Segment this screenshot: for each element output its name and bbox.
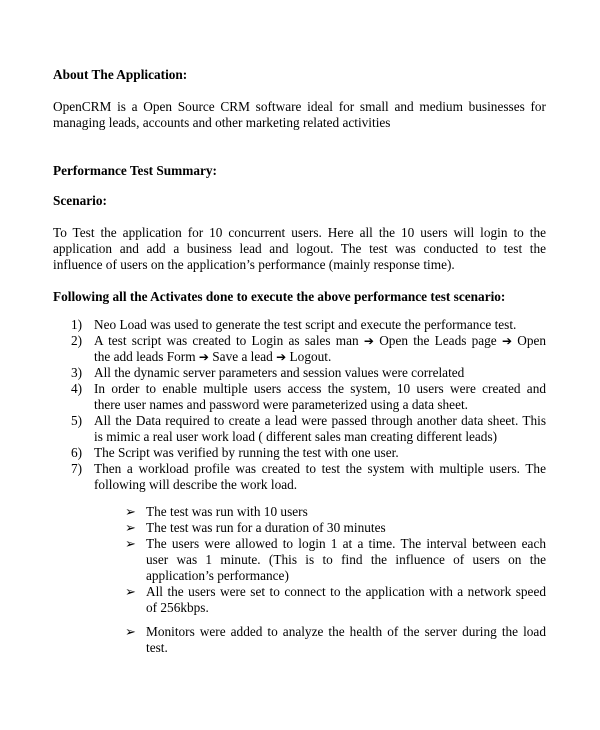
list-item [53,317,546,333]
bullet-line: user was 1 minute. (This is to find the influence of users on the [146,552,546,567]
about-paragraph [53,99,546,131]
performance-heading: Performance Test Summary: [53,163,217,178]
bullet-line: The test was run with 10 users [146,504,308,519]
step-line: All the Data required to create a lead were passed through another data sheet. This [94,413,546,428]
list-item [125,624,546,656]
step-line [94,333,546,349]
list-item [53,413,546,445]
bullet-line: test. [146,640,168,655]
about-line: OpenCRM is a Open Source CRM software ideal for small and medium businesses for [53,99,546,114]
scenario-line: To Test the application for 10 concurrent users. Here all the 10 users will login to the [53,225,546,240]
arrow-right-icon: ➔ [501,334,512,348]
step-line: Neo Load was used to generate the test script and execute the performance test. [94,317,517,332]
step-text: Save a lead [212,349,273,364]
list-item [53,365,546,381]
scenario-paragraph [53,225,546,273]
about-line: managing leads, accounts and other marketing related activities [53,115,391,130]
scenario-line: application and add a business lead and logout. The test was conducted to test the [53,241,546,256]
list-item [53,333,546,365]
bullet-line: application’s performance) [146,568,289,583]
step-number: 4) [71,381,83,396]
step-number: 2) [71,333,83,348]
step-text: the add leads Form [94,349,196,364]
step-line: following will describe the work load. [94,477,298,492]
about-heading: About The Application: [53,67,188,82]
bullet-line: The test was run for a duration of 30 minutes [146,520,386,535]
list-item [125,536,546,584]
arrow-right-icon: ➔ [276,350,287,364]
bullet-line: All the users were set to connect to the application with a network speed [146,584,546,599]
step-text: A test script was created to Login as sales man [94,333,359,348]
bullet-line: Monitors were added to analyze the health of the server during the load [146,624,546,639]
activities-list [53,317,546,493]
step-number: 7) [71,461,83,476]
arrow-bullet-icon: ➢ [125,536,136,551]
step-text: Open [517,333,547,348]
bullet-line: The users were allowed to login 1 at a time. The interval between each [146,536,546,551]
step-line: All the dynamic server parameters and session values were correlated [94,365,465,380]
step-line [94,349,546,365]
arrow-bullet-icon: ➢ [125,584,136,599]
scenario-line: influence of users on the application’s performance (mainly response time). [53,257,455,272]
step-line: there user names and password were parameterized using a data sheet. [94,397,469,412]
arrow-bullet-icon: ➢ [125,520,136,535]
arrow-bullet-icon: ➢ [125,504,136,519]
list-item [125,504,546,520]
list-item [125,520,546,536]
arrow-bullet-icon: ➢ [125,624,136,639]
step-number: 3) [71,365,83,380]
step-text: Logout. [289,349,332,364]
list-item [125,584,546,616]
step-number: 5) [71,413,83,428]
step-text: Open the Leads page [379,333,497,348]
step-line: Then a workload profile was created to test the system with multiple users. The [94,461,546,476]
arrow-right-icon: ➔ [363,334,374,348]
scenario-heading: Scenario: [53,193,107,208]
step-line: In order to enable multiple users access the system, 10 users were created and [94,381,546,396]
list-item [53,381,546,413]
step-line: The Script was verified by running the test with one user. [94,445,399,460]
step-number: 1) [71,317,83,332]
arrow-right-icon: ➔ [198,350,209,364]
list-item [53,461,546,493]
workload-list [125,504,546,656]
activities-heading: Following all the Activates done to execute the above performance test scenario: [53,289,506,304]
step-line: is mimic a real user work load ( different sales man creating different leads) [94,429,498,444]
list-item [53,445,546,461]
bullet-line: of 256kbps. [146,600,209,615]
step-number: 6) [71,445,83,460]
